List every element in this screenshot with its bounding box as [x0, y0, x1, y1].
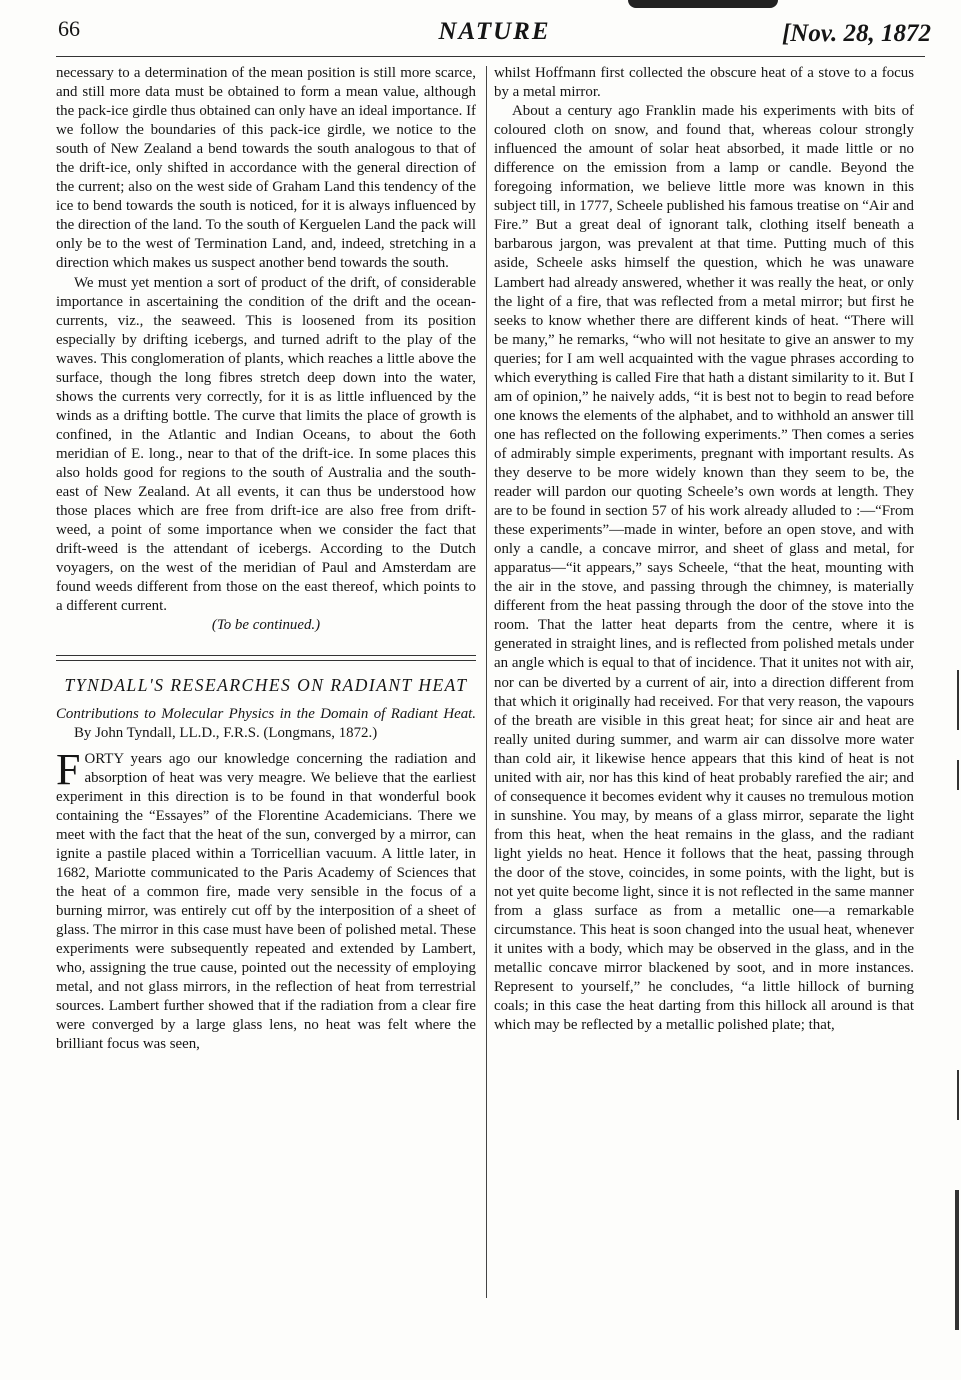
page-header	[58, 14, 931, 54]
header-rule	[56, 56, 925, 57]
article-title: TYNDALL'S RESEARCHES ON RADIANT HEAT	[64, 675, 468, 696]
paragraph: whilst Hoffmann first collected the obscure heat of a stove to a focus by a metal mirror.	[494, 65, 914, 101]
left-column	[56, 64, 476, 1054]
scan-edge-mark	[957, 670, 959, 730]
scan-edge-mark	[957, 1070, 959, 1120]
paragraph: About a century ago Franklin made his experiments with bits of coloured cloth on snow, and found that, whereas colour strongly influenced the amount of solar heat absorbed, it made little or no difference on the emission from a lamp or candle. Beyond the foregoing information, we believe little more was known in this subject till, in 1777, Scheele published his famous treatise on “Air and Fire.” But a great deal of ignorant talk, clothing itself beneath a barbarous jargon, was prevalent at that time. Putting much of this aside, Scheele asks himself the question, which he was unaware Lambert had already answered, whether it was really the heat, or only the light of a fire, that was reflected from a metal mirror; but first he seeks to know whether there are different kinds of heat. “There will be many,” he remarks, “who will not hesitate to give an answer to my queries; for I am well acquainted with the vague phrases according to which everything is called Fire that hath a distant similarity to it. But I am of opinion,” he naively adds, “it is best not to begin to read before one knows the elements of the alphabet, and to withhold an answer till one has reflected on the following experiments.” Then comes a series of admirably simple experiments, pregnant with important results. As they deserve to be more widely known than they seem to be, the reader will pardon our quoting Scheele’s own words at length. They are to be found in section 57 of his work already alluded to :—“From these experiments”—made in winter, before an open stove, and with only a candle, a concave mirror, and sheet of glass and metal, for apparatus—“it appears,” says Scheele, “that the heat, mounting with the air in the stove, and passing through the chimney, is materially different from the heat passing through the door of the stove into the room. That the latter heat departs from the centre, where it is generated in straight lines, and is reflected from polished metals under an angle which is equal to that of incidence. That it unites not with air, nor can be diverted by a current of air, into a direction different from that which it originally had received. For that very reason, the vapours of the breath are visible in this great heat; for since air and heat are really united during summer, and warm air can dissolve more water than cold air, it likewise hence appears that this kind of heat is not united with air, nor has this kind of heat probably rarefied the air; and of consequence it becomes evident why it causes no tremulous motion in sunshine. You may, by means of a glass mirror, separate the light from this heat, when the heat remains in the glass, and the radiant light yields no heat. Hence it follows that the heat, passing through the door of the stove, coincides, in some points, with the light, but is not yet quite become light, since it is not reflected in the same manner from a glass surface as from a metallic one—a remarkable circumstance. This heat is soon changed into the usual heat, whenever it unites with a body, which may be observed in the glass, and in the metallic concave mirror blackened by soot, and in more instances. Represent to yourself,” he concludes, “a little hillock of burning coals; in this case the heat darting from this hillock all around is that which may be reflected by a metallic polished plate; that,	[494, 103, 914, 1034]
book-title: Contributions to Molecular Physics in the Domain of Radiant Heat.	[56, 706, 476, 723]
scan-edge-mark	[955, 1190, 959, 1330]
continued-note: (To be continued.)	[211, 617, 321, 634]
section-divider	[56, 655, 476, 661]
book-details: By John Tyndall, LL.D., F.R.S. (Longmans, 1872.)	[74, 725, 378, 742]
article-first-paragraph	[56, 744, 476, 1055]
issue-date: [Nov. 28, 1872	[781, 20, 931, 47]
article-subtitle	[56, 705, 476, 743]
scan-edge-mark	[957, 760, 959, 790]
paragraph: necessary to a determination of the mean position is still more scarce, and still more data must be obtained to form a mean value, although the pack-ice girdle thus obtained can only have an ideal importance. If we follow the boundaries of this pack-ice girdle, we notice to the south of New Zealand a bend towards the south analogous to that of the drift-ice, only shifted in accordance with the general direction of the current; also on the west side of Graham Land this tendency of the ice to bend towards the south is noticed, for it is always influenced by the direction of the land. To the south of Kerguelen Land the pack will only be to the west of Termination Land, and, indeed, stretching in a direction which makes us suspect another bend towards the south.	[56, 65, 476, 272]
paragraph-text: ORTY years ago our knowledge concerning the radiation and absorption of heat was very meagre. We believe that the earliest experiment in this direction is to be found in that wonderful book containing the “Essayes” of the Florentine Academicians. There we meet with the fact that the heat of the sun, converged by a mirror, can ignite a pastile placed within a Torricellian vacuum. A little later, in 1682, Mariotte communicated to the Paris Academy of Sciences that the heat of a common fire, made very sensible in the focus of a burning mirror, was entirely cut off by the interposition of a sheet of glass. The mirror in this case must have been of polished metal. These experiments were subsequently repeated and extended by Lambert, who, assigning the true cause, pointed out the necessity of employing metal, and not glass mirrors, in the reflection of heat from terrestrial sources. Lambert further showed that if the radiation from a clear fire were converged by a large glass lens, no heat was felt where the brilliant focus was seen,	[56, 750, 476, 1053]
journal-title: NATURE	[438, 18, 551, 45]
scan-artifact	[628, 0, 778, 8]
dropcap: F	[56, 744, 81, 794]
right-column	[494, 64, 914, 1035]
page-number: 66	[58, 16, 80, 41]
paragraph: We must yet mention a sort of product of the drift, of considerable importance in ascertaining the condition of the drift and the ocean-currents, viz., the seaweed. This is loosened from its position especially by drifting icebergs, and turned adrift to the play of the waves. This conglomeration of plants, which reaches a little above the surface, though the long fibres stretch deep down into the water, shows the currents very correctly, for it is as little influenced by the winds as a drifting bottle. The curve that limits the place of growth is confined, in the Atlantic and Indian Oceans, to about the 6oth meridian of E. long., near to that of the drift-ice. In some places this also holds good for regions to the south of Australia and the south-east of New Zealand. At all events, it can thus be understood how those places which are free from drift-ice are also free from drift-weed, a point of some importance when we consider the fact that drift-weed is the attendant of icebergs. According to the Dutch voyagers, on the west of the meridian of Paul and Amsterdam are found weeds different from those on the east thereof, which points to a different current.	[56, 274, 476, 615]
column-divider	[486, 66, 487, 1298]
